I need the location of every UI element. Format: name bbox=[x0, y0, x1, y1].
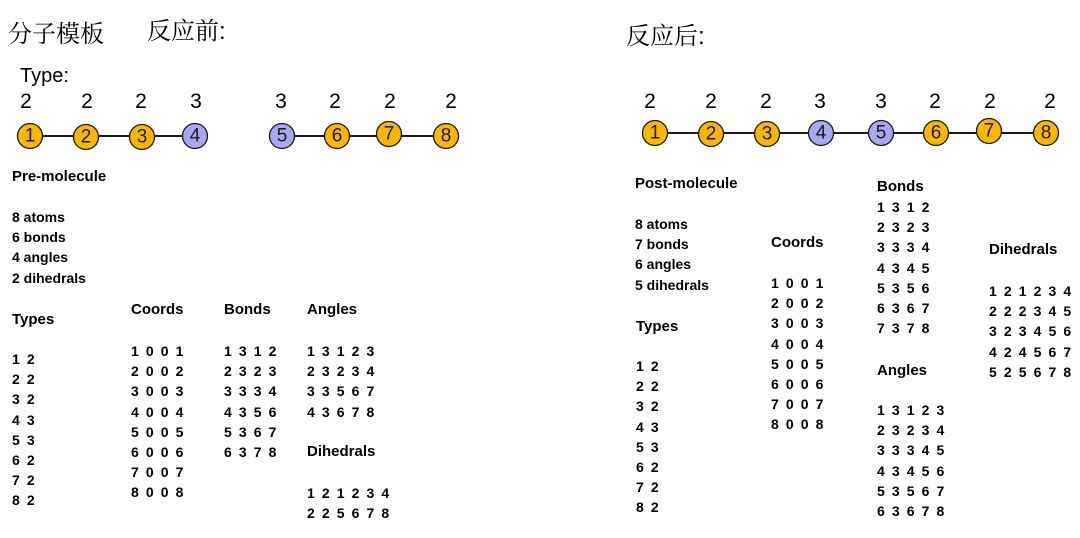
post-angles-row: 3 3 3 4 5 bbox=[877, 442, 946, 459]
post-angles-row: 5 3 5 6 7 bbox=[877, 482, 946, 499]
post-bonds-label: Bonds bbox=[877, 178, 924, 195]
after-atom-5 bbox=[869, 121, 894, 146]
pre-dihedrals-label: Dihedrals bbox=[307, 443, 376, 460]
post-types-row: 6 2 bbox=[636, 459, 661, 476]
pre-bonds-row: 2 3 2 3 bbox=[224, 363, 279, 380]
post-types-row: 2 2 bbox=[636, 378, 661, 395]
before-atom-8-label: 8 bbox=[440, 125, 452, 147]
pre-counts bbox=[12, 207, 86, 288]
after-atom-type-3: 2 bbox=[760, 90, 772, 113]
post-angles-row: 4 3 4 5 6 bbox=[877, 462, 946, 479]
post-coords-row: 6 0 0 6 bbox=[771, 376, 826, 393]
pre-types-row: 6 2 bbox=[12, 452, 37, 469]
before-atom-4 bbox=[183, 124, 208, 149]
pre-angles-row: 3 3 5 6 7 bbox=[307, 383, 376, 400]
post-count-bonds: 7 bonds bbox=[635, 236, 689, 253]
before-atom-3-label: 3 bbox=[136, 126, 148, 148]
before-atom-type-6: 2 bbox=[329, 90, 341, 113]
post-count-angles: 6 angles bbox=[635, 256, 692, 273]
pre-bonds-row: 4 3 5 6 bbox=[224, 403, 279, 420]
post-angles-label: Angles bbox=[877, 362, 928, 379]
pre-coords-row: 3 0 0 3 bbox=[131, 383, 186, 400]
before-atom-type-5: 3 bbox=[275, 90, 287, 113]
post-types-label: Types bbox=[636, 318, 679, 335]
after-atom-3-label: 3 bbox=[761, 123, 773, 145]
post-types-row: 7 2 bbox=[636, 479, 661, 496]
before-atom-type-7: 2 bbox=[384, 90, 396, 113]
pre-dihedrals-row: 2 2 5 6 7 8 bbox=[307, 505, 391, 522]
post-coords-row: 4 0 0 4 bbox=[771, 335, 826, 352]
post-types-list bbox=[636, 356, 660, 518]
pre-types-row: 4 3 bbox=[12, 411, 37, 428]
after-atom-8-label: 8 bbox=[1040, 122, 1052, 144]
before-atom-type-3: 2 bbox=[135, 90, 147, 113]
post-dihedrals-label: Dihedrals bbox=[989, 241, 1058, 258]
before-atom-1-label: 1 bbox=[24, 125, 36, 147]
after-atom-4 bbox=[809, 121, 834, 146]
before-chain-b bbox=[270, 122, 459, 149]
post-dihedrals-row: 3 2 3 4 5 6 bbox=[989, 323, 1073, 340]
before-atom-8 bbox=[434, 124, 459, 149]
post-dihedrals-row: 4 2 4 5 6 7 bbox=[989, 343, 1073, 360]
before-atom-6 bbox=[325, 124, 350, 149]
pre-types-row: 8 2 bbox=[12, 492, 37, 509]
post-dihedrals-row: 5 2 5 6 7 8 bbox=[989, 363, 1073, 380]
after-title: 反应后: bbox=[626, 23, 705, 50]
pre-dihedrals-list bbox=[307, 483, 391, 523]
after-atom-type-8: 2 bbox=[1044, 90, 1056, 113]
after-atom-type-7: 2 bbox=[984, 90, 996, 113]
pre-angles-list bbox=[307, 341, 376, 422]
after-atom-type-2: 2 bbox=[705, 90, 717, 113]
before-title: 反应前: bbox=[147, 18, 226, 45]
after-atom-type-6: 2 bbox=[929, 90, 941, 113]
post-coords-label: Coords bbox=[771, 234, 824, 251]
before-atom-6-label: 6 bbox=[331, 125, 343, 147]
post-counts bbox=[635, 214, 709, 295]
post-coords-row: 3 0 0 3 bbox=[771, 315, 826, 332]
before-atom-type-8: 2 bbox=[445, 90, 457, 113]
pre-molecule-label: Pre-molecule bbox=[12, 168, 107, 185]
before-atom-type-1: 2 bbox=[20, 90, 32, 113]
before-atom-5-label: 5 bbox=[276, 125, 288, 147]
post-count-atoms: 8 atoms bbox=[635, 216, 688, 232]
pre-coords-row: 1 0 0 1 bbox=[131, 343, 186, 359]
after-atom-type-1: 2 bbox=[644, 90, 656, 113]
after-atom-1-label: 1 bbox=[649, 122, 661, 144]
pre-bonds-row: 1 3 1 2 bbox=[224, 343, 279, 359]
post-bonds-row: 7 3 7 8 bbox=[877, 320, 932, 337]
pre-angles-row: 4 3 6 7 8 bbox=[307, 403, 376, 420]
post-bonds-row: 4 3 4 5 bbox=[877, 259, 932, 276]
post-coords-row: 5 0 0 5 bbox=[771, 355, 826, 372]
post-molecule-label: Post-molecule bbox=[635, 175, 738, 192]
before-atom-type-4: 3 bbox=[190, 90, 202, 113]
after-atom-2 bbox=[699, 122, 724, 147]
pre-types-row: 1 2 bbox=[12, 351, 37, 367]
post-coords-row: 1 0 0 1 bbox=[771, 275, 826, 291]
after-atom-7-label: 7 bbox=[983, 120, 995, 142]
pre-count-angles: 4 angles bbox=[12, 249, 69, 266]
pre-types-row: 5 3 bbox=[12, 431, 37, 448]
before-atom-2-label: 2 bbox=[80, 126, 92, 148]
post-angles-row: 2 3 2 3 4 bbox=[877, 422, 946, 439]
pre-bonds-row: 6 3 7 8 bbox=[224, 444, 279, 461]
after-atom-1 bbox=[643, 121, 668, 146]
post-bonds-row: 5 3 5 6 bbox=[877, 279, 932, 296]
after-atom-8 bbox=[1034, 121, 1059, 146]
post-types-row: 4 3 bbox=[636, 418, 661, 435]
before-atom-type-2: 2 bbox=[81, 90, 93, 113]
pre-types-row: 2 2 bbox=[12, 371, 37, 388]
before-atom-4-label: 4 bbox=[189, 125, 201, 147]
post-dihedrals-list bbox=[989, 281, 1073, 382]
after-atom-6-label: 6 bbox=[930, 122, 942, 144]
pre-coords-row: 7 0 0 7 bbox=[131, 464, 186, 481]
before-atom-2 bbox=[74, 125, 99, 150]
post-bonds-row: 6 3 6 7 bbox=[877, 300, 932, 317]
after-atom-6 bbox=[924, 121, 949, 146]
post-dihedrals-row: 2 2 2 3 4 5 bbox=[989, 303, 1073, 320]
post-types-row: 5 3 bbox=[636, 438, 661, 455]
pre-types-label: Types bbox=[12, 311, 55, 328]
pre-bonds-list bbox=[224, 341, 278, 462]
pre-types-row: 7 2 bbox=[12, 472, 37, 489]
pre-count-atoms: 8 atoms bbox=[12, 209, 65, 225]
after-chain bbox=[643, 119, 1059, 147]
after-atom-4-label: 4 bbox=[815, 122, 827, 144]
pre-dihedrals-row: 1 2 1 2 3 4 bbox=[307, 485, 391, 501]
post-angles-list bbox=[877, 400, 946, 521]
post-coords-row: 7 0 0 7 bbox=[771, 396, 826, 413]
after-atom-3 bbox=[755, 122, 780, 147]
pre-coords-label: Coords bbox=[131, 301, 184, 318]
pre-coords-row: 6 0 0 6 bbox=[131, 444, 186, 461]
after-atom-type-5: 3 bbox=[875, 90, 887, 113]
post-coords-list bbox=[771, 273, 825, 435]
pre-types-list bbox=[12, 349, 36, 511]
pre-bonds-row: 5 3 6 7 bbox=[224, 423, 279, 440]
pre-angles-row: 2 3 2 3 4 bbox=[307, 363, 376, 380]
post-dihedrals-row: 1 2 1 2 3 4 bbox=[989, 283, 1073, 299]
pre-coords-list bbox=[131, 341, 185, 503]
post-bonds-list bbox=[877, 197, 931, 338]
before-chain-a bbox=[18, 124, 208, 150]
before-atom-5 bbox=[270, 124, 295, 149]
pre-coords-row: 4 0 0 4 bbox=[131, 403, 186, 420]
post-bonds-row: 1 3 1 2 bbox=[877, 199, 932, 215]
post-types-row: 3 2 bbox=[636, 398, 661, 415]
before-atom-1 bbox=[18, 124, 43, 149]
post-angles-row: 6 3 6 7 8 bbox=[877, 503, 946, 520]
post-coords-row: 2 0 0 2 bbox=[771, 295, 826, 312]
post-types-row: 8 2 bbox=[636, 499, 661, 516]
after-atom-type-4: 3 bbox=[814, 90, 826, 113]
pre-coords-row: 2 0 0 2 bbox=[131, 363, 186, 380]
post-types-row: 1 2 bbox=[636, 358, 661, 374]
before-atom-7 bbox=[377, 122, 402, 147]
post-count-dihedrals: 5 dihedrals bbox=[635, 276, 709, 293]
post-angles-row: 1 3 1 2 3 bbox=[877, 402, 946, 418]
after-atom-2-label: 2 bbox=[705, 123, 717, 145]
after-atom-7 bbox=[977, 119, 1002, 144]
before-atom-3 bbox=[130, 125, 155, 150]
post-bonds-row: 2 3 2 3 bbox=[877, 219, 932, 236]
pre-bonds-row: 3 3 3 4 bbox=[224, 383, 279, 400]
pre-coords-row: 8 0 0 8 bbox=[131, 484, 186, 501]
pre-angles-row: 1 3 1 2 3 bbox=[307, 343, 376, 359]
template-title: 分子模板 bbox=[8, 21, 104, 48]
post-bonds-row: 3 3 3 4 bbox=[877, 239, 932, 256]
pre-count-dihedrals: 2 dihedrals bbox=[12, 269, 86, 286]
post-coords-row: 8 0 0 8 bbox=[771, 416, 826, 433]
pre-types-row: 3 2 bbox=[12, 391, 37, 408]
pre-coords-row: 5 0 0 5 bbox=[131, 423, 186, 440]
type-label: Type: bbox=[20, 65, 69, 87]
pre-bonds-label: Bonds bbox=[224, 301, 271, 318]
after-atom-5-label: 5 bbox=[875, 122, 887, 144]
pre-angles-label: Angles bbox=[307, 301, 358, 318]
before-atom-7-label: 7 bbox=[383, 123, 395, 145]
pre-count-bonds: 6 bonds bbox=[12, 229, 66, 246]
